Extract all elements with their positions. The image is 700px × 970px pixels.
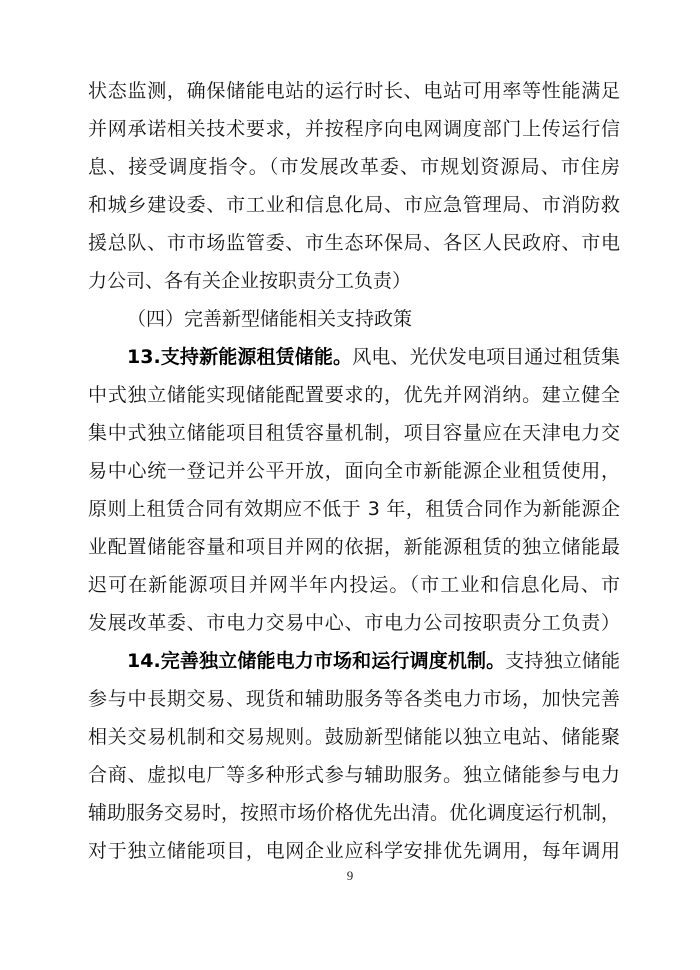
subsection-heading: （四）完善新型储能相关支持政策 xyxy=(127,308,413,330)
body-text-line: 并网承诺相关技术要求，并按程序向电网调度部门上传运行信 xyxy=(88,118,620,140)
body-text-line: 参与中長期交易、现货和辅助服务等各类电力市场，加快完善 xyxy=(88,688,620,710)
body-text-line: 援总队、市市场监管委、市生态环保局、各区人民政府、市电 xyxy=(88,232,620,254)
body-text-line: 中式独立储能实现储能配置要求的，优先并网消纳。建立健全 xyxy=(88,384,620,406)
body-text-line: 相关交易机制和交易规则。鼓励新型储能以独立电站、储能聚 xyxy=(88,726,620,748)
body-text-line: 集中式独立储能项目租赁容量机制，项目容量应在天津电力交 xyxy=(88,422,620,444)
item-14-first-line-text: 支持独立储能 xyxy=(505,650,620,672)
body-text-line: 息、接受调度指令。（市发展改革委、市规划资源局、市住房 xyxy=(88,156,620,178)
item-13-first-line xyxy=(127,338,620,376)
page-number: 9 xyxy=(346,868,354,883)
body-text-line: 业配置储能容量和项目并网的依据，新能源租赁的独立储能最 xyxy=(88,536,620,558)
body-text-line: 辅助服务交易时，按照市场价格优先出清。优化调度运行机制， xyxy=(88,802,621,824)
body-text-line: 迟可在新能源项目并网半年内投运。（市工业和信息化局、市 xyxy=(88,574,620,596)
body-text-line: 合商、虚拟电厂等多种形式参与辅助服务。独立储能参与电力 xyxy=(88,764,620,786)
body-text-line: 原则上租赁合同有效期应不低于 3 年，租赁合同作为新能源企 xyxy=(88,498,620,520)
body-text-line: 和城乡建设委、市工业和信息化局、市应急管理局、市消防救 xyxy=(88,194,620,216)
item-13-title: 13.支持新能源租赁储能。 xyxy=(127,346,353,368)
body-text-line: 状态监测，确保储能电站的运行时长、电站可用率等性能满足 xyxy=(88,80,620,102)
body-text-line: 对于独立储能项目，电网企业应科学安排优先调用，每年调用 xyxy=(88,840,620,862)
item-14-first-line xyxy=(127,642,620,680)
item-14-title: 14.完善独立储能电力市场和运行调度机制。 xyxy=(127,650,506,672)
body-text-line: 易中心统一登记并公平开放，面向全市新能源企业租赁使用， xyxy=(88,460,620,482)
item-13-first-line-text: 风电、光伏发电项目通过租赁集 xyxy=(352,346,620,368)
body-text-line: 力公司、各有关企业按职责分工负责） xyxy=(88,270,412,292)
body-text-line: 发展改革委、市电力交易中心、市电力公司按职责分工负责） xyxy=(88,612,620,634)
